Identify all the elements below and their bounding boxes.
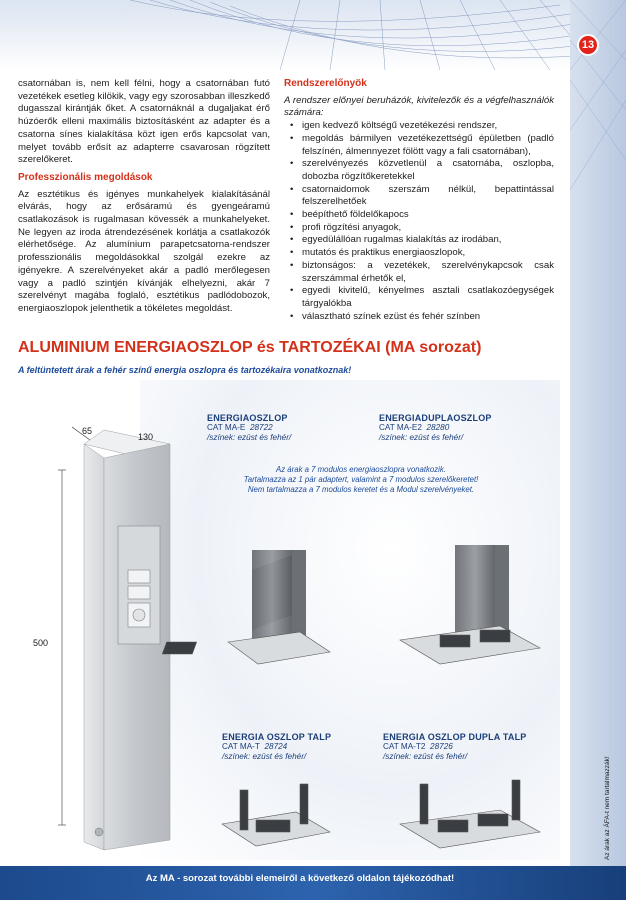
- advantages-list: [284, 120, 554, 323]
- note-line: Az árak a 7 modulos energiaoszlopra vonatkozik.: [276, 465, 446, 474]
- dimension-depth: 65: [82, 426, 93, 436]
- list-item: • választható színek ezüst és fehér színben: [302, 311, 554, 324]
- right-column: [284, 78, 554, 323]
- advantages-intro: A rendszer előnyei beruházók, kivitelezők és a végfelhasználók számára:: [284, 94, 554, 119]
- list-item: • szerelvényezés közvetlenül a csatornába, oszlopba, dobozba rögzítőkeretekkel: [302, 158, 554, 183]
- main-title: ALUMINIUM ENERGIAOSZLOP és TARTOZÉKAI (MA sorozat): [18, 339, 482, 356]
- section-title-advantages: Rendszerelőnyök: [284, 78, 367, 89]
- list-item: • igen kedvező költségű vezetékezési rendszer,: [302, 120, 554, 133]
- product-number: 28724: [264, 742, 288, 751]
- product-number: 28280: [426, 423, 450, 432]
- dimension-width: 130: [138, 432, 154, 442]
- product-colors: /színek: ezüst és fehér/: [383, 752, 468, 761]
- note-line: Tartalmazza az 1 pár adaptert, valamint a 7 modulos szerelőkeretet!: [243, 475, 479, 484]
- product-name: ENERGIAOSZLOP: [207, 413, 288, 423]
- list-item: • egyedülállóan rugalmas kialakítás az irodában,: [302, 234, 554, 247]
- list-item: • mutatós és praktikus energiaoszlopok,: [302, 247, 554, 260]
- section-title-professional: Professzionális megoldások: [18, 171, 153, 183]
- product-cat: CAT MA-T2: [383, 742, 426, 751]
- product-cat: CAT MA-T: [222, 742, 260, 751]
- product-name: ENERGIA OSZLOP DUPLA TALP: [383, 732, 527, 742]
- product-colors: /színek: ezüst és fehér/: [207, 433, 292, 442]
- note-line: Nem tartalmazza a 7 modulos keretet és a Modul szerelvényeket.: [247, 485, 475, 494]
- list-item: • egyedi kivitelű, kényelmes asztali csatlakozóegységek tárgyalókba: [302, 285, 554, 310]
- product-name: ENERGIA OSZLOP TALP: [222, 732, 332, 742]
- list-item: • csatornaidomok szerszám nélkül, bepattintással felszerelhetőek: [302, 184, 554, 209]
- product-double-post-base: [383, 732, 527, 762]
- vat-note: Az árak az ÁFA-t nem tartalmazzák!: [604, 756, 611, 860]
- product-colors: /színek: ezüst és fehér/: [222, 752, 307, 761]
- product-post-base: [222, 732, 331, 762]
- footer-text: Az MA - sorozat további elemeiről a következő oldalon tájékozódhat!: [145, 873, 455, 884]
- list-item: • beépíthető földelőkapocs: [302, 209, 554, 222]
- product-colors: /színek: ezüst és fehér/: [379, 433, 464, 442]
- price-subtitle: A feltüntetett árak a fehér színű energia oszlopra és tartozékaira vonatkoznak!: [18, 365, 352, 375]
- product-illustrations: [0, 380, 600, 866]
- product-energy-double-post: [379, 413, 492, 443]
- page-number: 13: [577, 34, 599, 56]
- energy-post-illustration: [84, 430, 170, 850]
- header-background: [0, 0, 626, 70]
- list-item: • profi rögzítési anyagok,: [302, 222, 554, 235]
- left-column: [18, 78, 270, 316]
- left-paragraph-1: csatornában is, nem kell félni, hogy a csatornában futó vezetékek esetleg kilökik, vagy egy szorosabban illeszkedő dugasszal kirántják őket. A csatornáknál a dugaljakat érő húzóerők elleni maximális biztosításként az adapter és a csatorna sínes kialakítása közt igen erős kapcsolat van, melyet tovább erősít az adapterre csavarosan rögzített szerelőkeret.: [18, 78, 270, 166]
- product-cat: CAT MA-E: [207, 423, 246, 432]
- wireframe-decoration: [0, 0, 626, 70]
- price-note: [196, 465, 526, 495]
- product-energy-post: [207, 413, 291, 443]
- left-paragraph-2: Az esztétikus és igényes munkahelyek kialakításánál elvárás, hogy az erősáramú és gyengeáramú csatlakozások is rugalmasan kövessék a munkahelyeket. Ne legyen az iroda átrendezésének korlátja a csatlakozók elérhetősége. Az alumínium parapetcsatorna-rendszer professzionális megoldásokkal szolgál ezekre az igényekre. A szerelvényeket akár a padló merőlegesen vagy a padló szintjén kívánják elhelyezni, akár 7 szerelvényt magába foglaló, esztétikus padlódobozok, energiaoszlopok jelenthetik a tökéletes megoldást.: [18, 188, 270, 314]
- product-cat: CAT MA-E2: [379, 423, 422, 432]
- list-item: • biztonságos: a vezetékek, szerelvénykapcsok csak szerszámmal érhetők el,: [302, 260, 554, 285]
- product-number: 28726: [430, 742, 453, 751]
- list-item: • megoldás bármilyen vezetékezettségű épületben (padló felszínén, álmennyezet fölött vagy a fali csatornában),: [302, 133, 554, 158]
- product-number: 28722: [249, 423, 273, 432]
- product-name: ENERGIADUPLAOSZLOP: [379, 413, 492, 423]
- dimension-height: 500: [33, 638, 49, 648]
